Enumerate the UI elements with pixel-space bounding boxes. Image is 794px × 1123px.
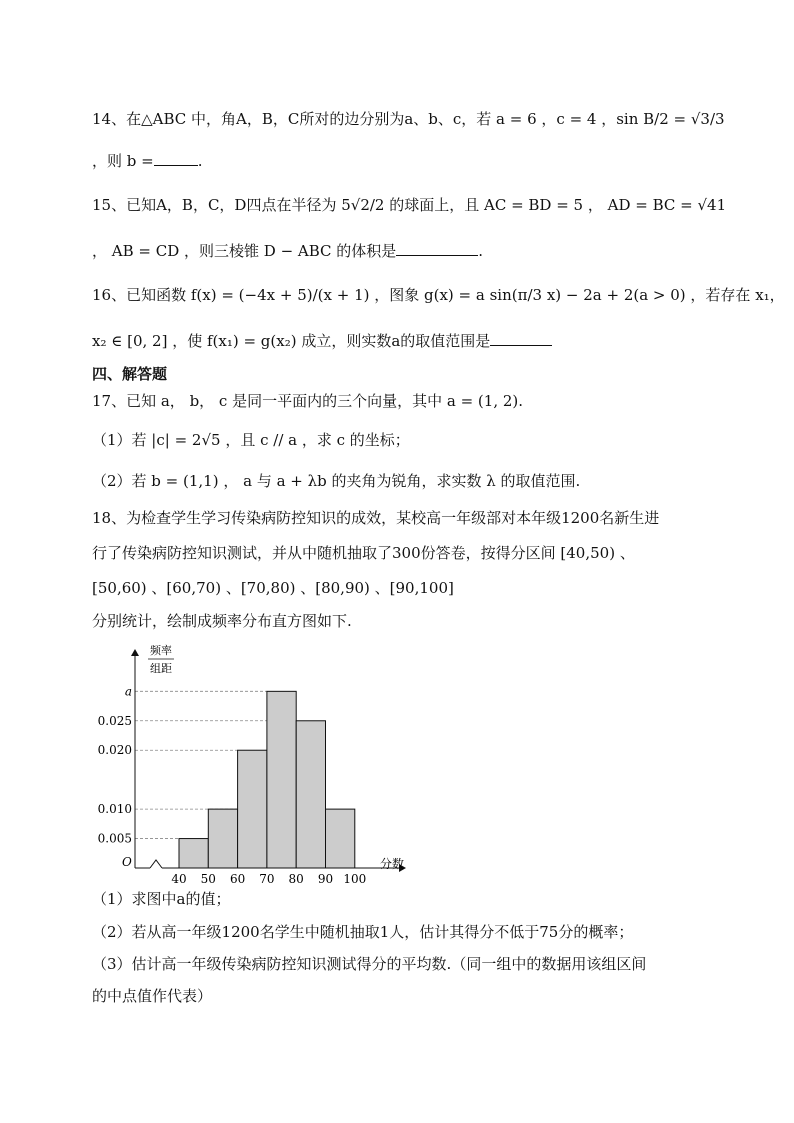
q18-part3: （3）估计高一年级传染病防控知识测试得分的平均数.（同一组中的数据用该组区间 bbox=[92, 955, 647, 973]
y-tick-label: a bbox=[124, 684, 132, 699]
histogram-bar bbox=[179, 839, 208, 868]
y-label-bottom: 组距 bbox=[150, 662, 172, 675]
q18-line1: 18、为检查学生学习传染病防控知识的成效，某校高一年级部对本年级1200名新生进 bbox=[92, 509, 660, 527]
x-tick-label: 100 bbox=[343, 872, 367, 886]
histogram-bar bbox=[208, 809, 237, 868]
histogram-bar bbox=[238, 750, 267, 868]
frequency-histogram bbox=[97, 644, 422, 886]
x-tick-label: 70 bbox=[259, 872, 275, 886]
y-tick-label: 0.025 bbox=[97, 713, 132, 728]
q15-line2: ， AB = CD ，则三棱锥 D − ABC 的体积是 . bbox=[92, 242, 484, 260]
y-tick-label: 0.020 bbox=[97, 743, 132, 758]
q18-line2: 行了传染病防控知识测试，并从中随机抽取了300份答卷，按得分区间 [40,50) 、 bbox=[92, 544, 635, 562]
q17-part1: （1）若 |c| = 2√5 ，且 c // a ，求 c 的坐标； bbox=[92, 431, 410, 449]
x-tick-label: 60 bbox=[229, 872, 246, 886]
answer-blank[interactable] bbox=[490, 331, 552, 346]
x-axis-label: 分数 bbox=[380, 857, 405, 871]
q16-line1: 16、已知函数 f(x) = (−4x + 5)/(x + 1) ，图象 g(x) = a sin(π/3 x) − 2a + 2(a > 0) ，若存在 x₁， bbox=[92, 286, 785, 304]
histogram-bar bbox=[267, 691, 296, 868]
section-heading: 四、解答题 bbox=[92, 365, 168, 383]
y-label-top: 频率 bbox=[150, 644, 172, 657]
x-tick-label: 40 bbox=[171, 872, 187, 886]
histogram-bar bbox=[326, 809, 355, 868]
q17-part2: （2）若 b = (1,1) ， a 与 a + λb 的夹角为锐角，求实数 λ 的取值范围. bbox=[92, 472, 581, 490]
answer-blank[interactable] bbox=[154, 151, 198, 166]
q18-line3: [50,60) 、[60,70) 、[70,80) 、[80,90) 、[90,100] bbox=[92, 579, 454, 597]
q17-line1: 17、已知 a， b， c 是同一平面内的三个向量，其中 a = (1, 2). bbox=[92, 392, 524, 410]
q18-line4: 分别统计，绘制成频率分布直方图如下. bbox=[92, 612, 352, 630]
q18-part1: （1）求图中a的值； bbox=[92, 890, 231, 908]
origin-label: O bbox=[122, 855, 132, 869]
x-tick-label: 50 bbox=[200, 872, 216, 886]
q18-part4: 的中点值作代表） bbox=[92, 987, 213, 1005]
y-tick-label: 0.010 bbox=[97, 802, 132, 817]
q14-line1: 14、在△ABC 中，角A，B，C所对的边分别为a、b、c，若 a = 6 ，c = 4 ，sin B/2 = √3/3 bbox=[92, 110, 725, 128]
x-tick-label: 90 bbox=[317, 872, 334, 886]
axis-break-mark bbox=[150, 860, 162, 868]
q16-line2: x₂ ∈ [0, 2] ，使 f(x₁) = g(x₂) 成立，则实数a的取值范围是 bbox=[92, 330, 552, 352]
histogram-bar bbox=[296, 721, 325, 868]
y-tick-label: 0.005 bbox=[97, 831, 132, 846]
q18-part2: （2）若从高一年级1200名学生中随机抽取1人，估计其得分不低于75分的概率； bbox=[92, 923, 634, 941]
x-tick-label: 80 bbox=[288, 872, 304, 886]
answer-blank[interactable] bbox=[396, 241, 478, 256]
q14-line2: ，则 b = . bbox=[92, 152, 203, 170]
q15-line1: 15、已知A，B，C，D四点在半径为 5√2/2 的球面上，且 AC = BD = 5 ， AD = BC = √41 bbox=[92, 196, 727, 214]
